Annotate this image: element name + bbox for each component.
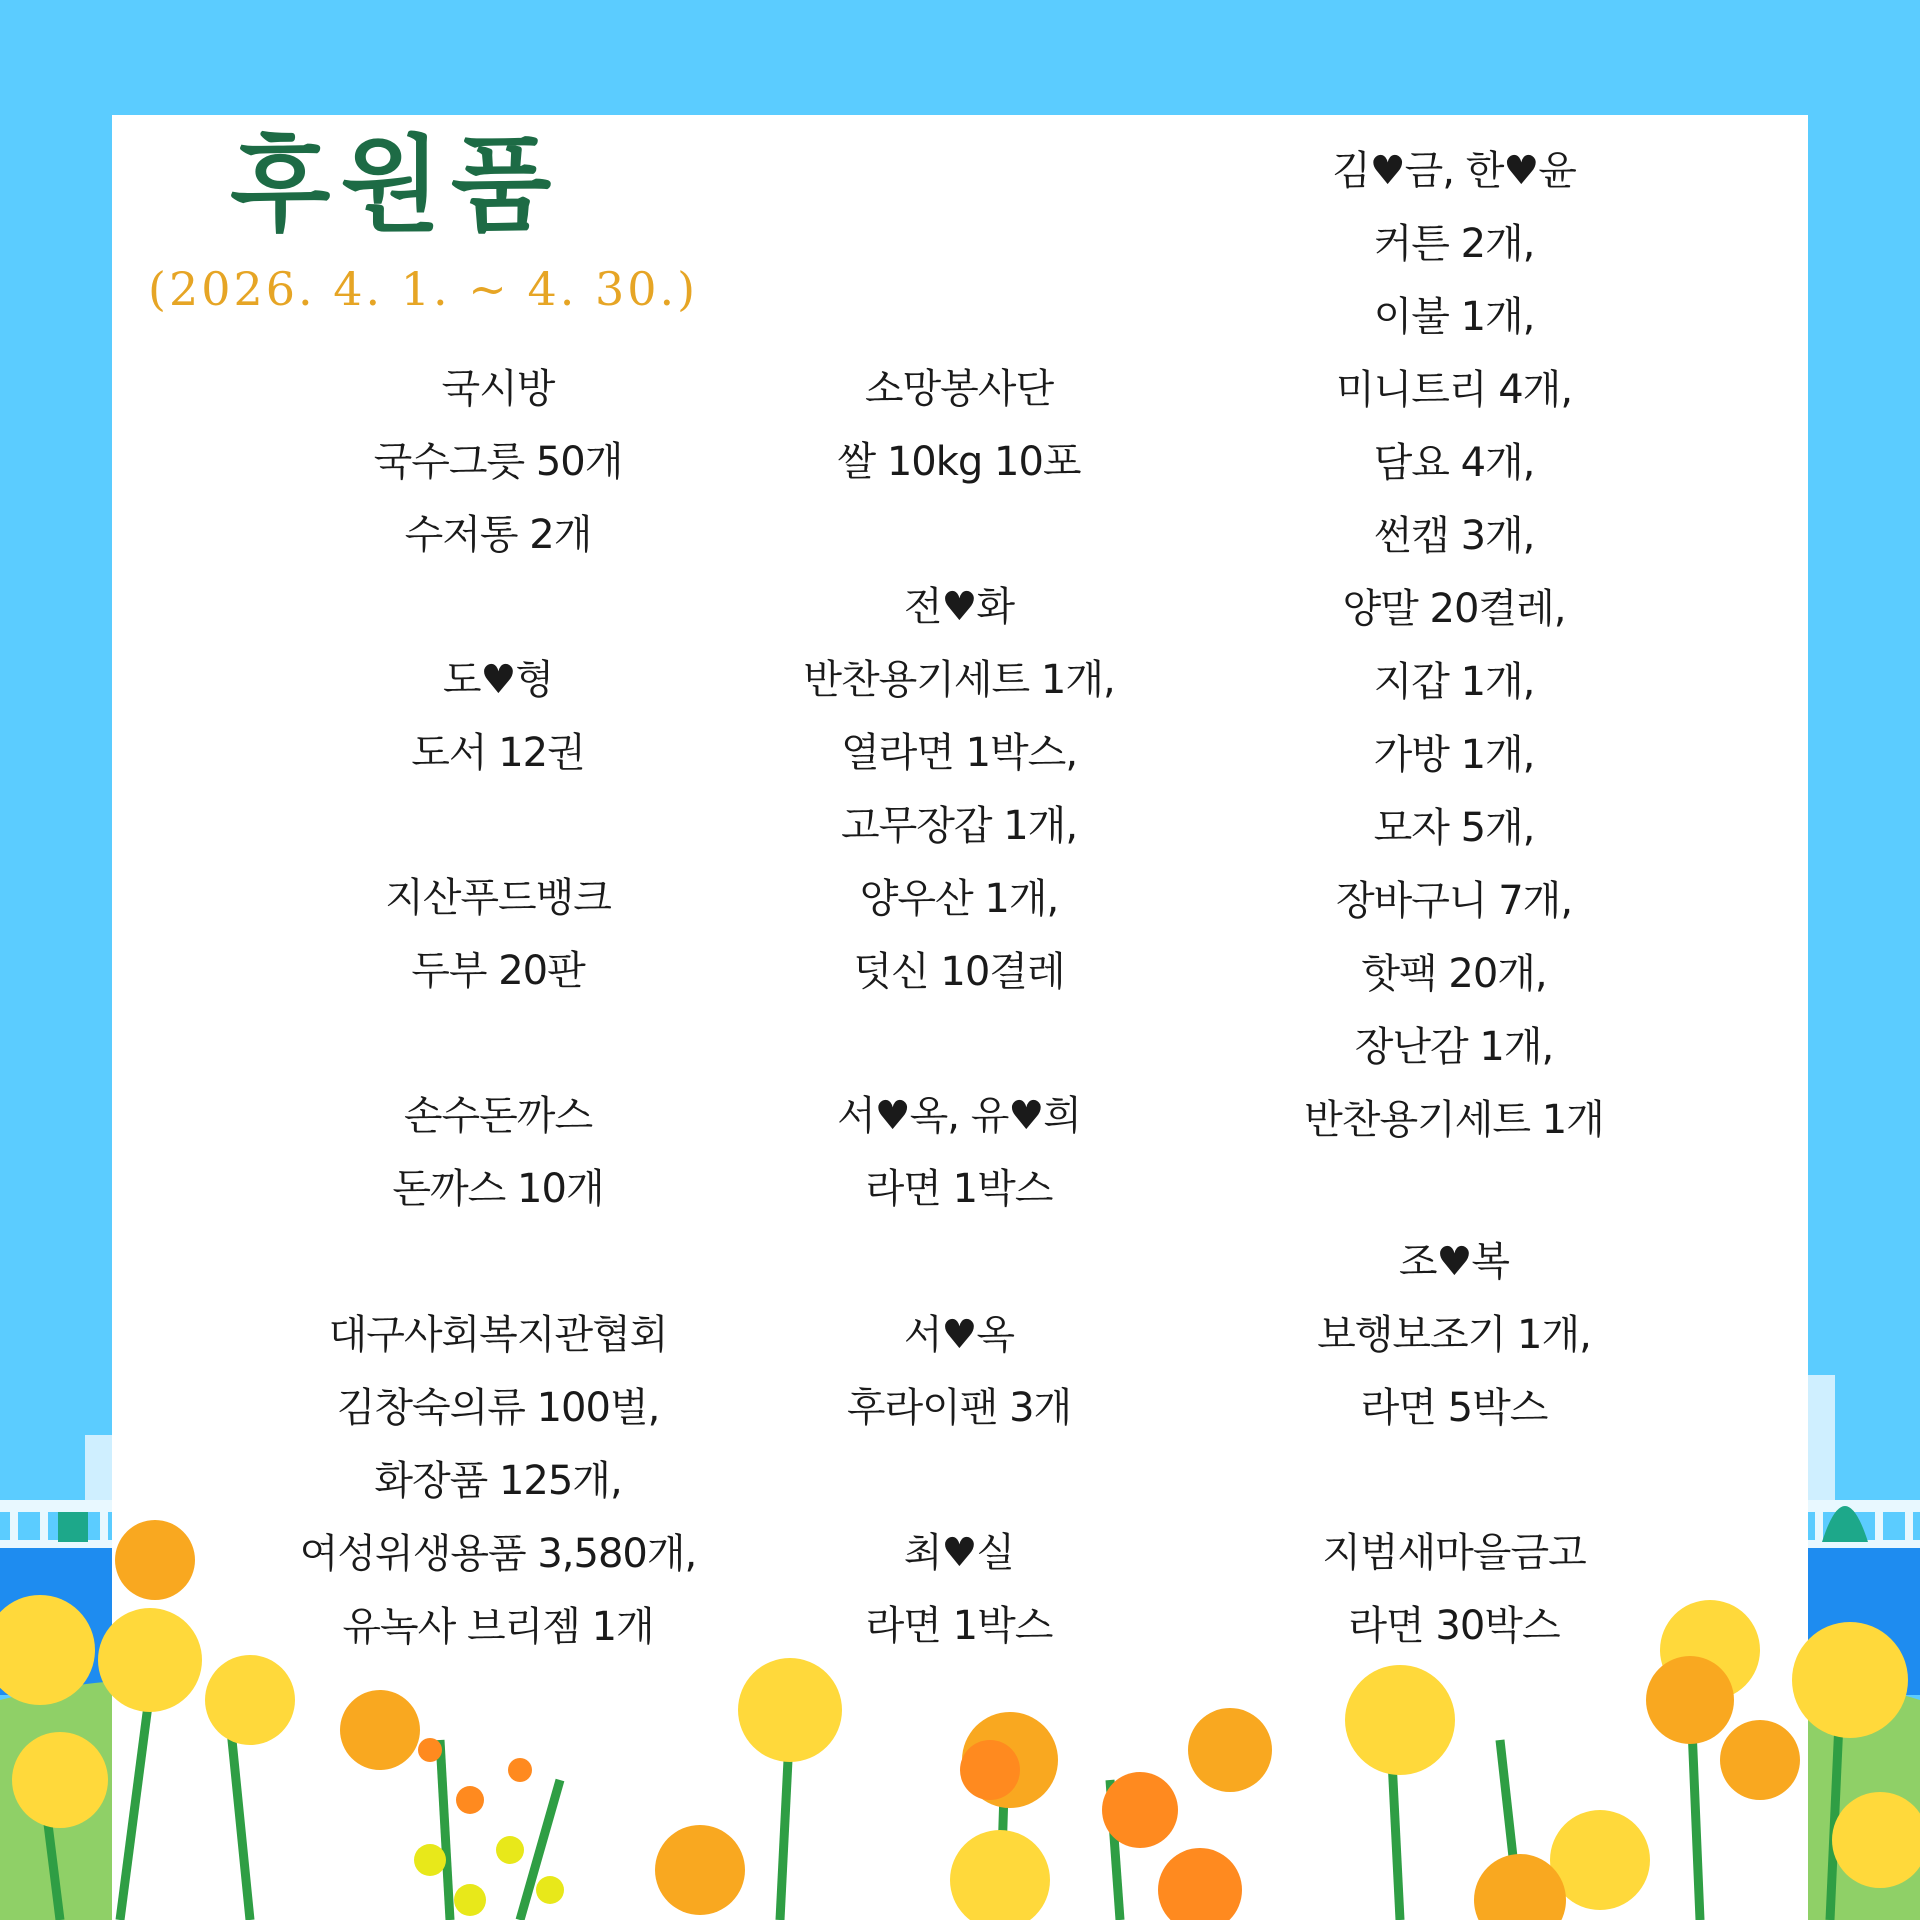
donation-entry — [679, 1299, 1239, 1445]
donor-name: 서♥옥, 유♥희 — [837, 1093, 1081, 1139]
donor-name: 조♥복 — [1398, 1239, 1510, 1285]
page-title: 후원품 — [230, 124, 562, 246]
donation-period: (2026. 4. 1. ~ 4. 30.) — [148, 262, 699, 316]
donor-name: 지산푸드뱅크 — [385, 875, 611, 921]
donation-entry — [1174, 135, 1734, 1157]
donor-name: 대구사회복지관협회 — [328, 1312, 668, 1358]
donor-name: 최♥실 — [903, 1530, 1015, 1576]
donation-item: 라면 5박스 — [1360, 1385, 1548, 1431]
donation-item: 이불 1개, — [1373, 294, 1535, 340]
donation-entry — [1174, 1517, 1734, 1663]
donation-entry — [1174, 1226, 1734, 1445]
donation-item: 국수그릇 50개 — [373, 439, 623, 485]
donation-item: 장난감 1개, — [1354, 1024, 1554, 1070]
donation-item: 반찬용기세트 1개 — [1304, 1097, 1604, 1143]
donation-item: 여성위생용품 3,580개, — [299, 1531, 697, 1577]
donation-item: 라면 1박스 — [865, 1603, 1053, 1649]
donor-name: 도♥형 — [442, 657, 554, 703]
donor-name: 소망봉사단 — [864, 366, 1054, 412]
donation-item: 고무장갑 1개, — [840, 803, 1078, 849]
donation-item: 핫팩 20개, — [1361, 951, 1547, 997]
donation-item: 라면 1박스 — [865, 1166, 1053, 1212]
donation-item: 쌀 10kg 10포 — [837, 439, 1081, 485]
donation-item: 가방 1개, — [1373, 732, 1535, 778]
donation-item: 미니트리 4개, — [1335, 367, 1573, 413]
donation-item: 유녹사 브리젬 1개 — [342, 1604, 654, 1650]
donation-item: 반찬용기세트 1개, — [803, 657, 1115, 703]
donor-name: 김♥금, 한♥윤 — [1332, 148, 1576, 194]
donation-item: 지갑 1개, — [1373, 659, 1535, 705]
donation-item: 도서 12권 — [411, 730, 585, 776]
donation-item: 썬캡 3개, — [1373, 513, 1535, 559]
donation-item: 양말 20켤레, — [1342, 586, 1566, 632]
donation-item: 김창숙의류 100벌, — [336, 1385, 660, 1431]
donation-item: 돈까스 10개 — [392, 1166, 604, 1212]
donation-item: 보행보조기 1개, — [1317, 1312, 1591, 1358]
donation-item: 양우산 1개, — [859, 876, 1059, 922]
donation-item: 후라이팬 3개 — [846, 1385, 1072, 1431]
donation-item: 장바구니 7개, — [1335, 878, 1573, 924]
donation-item: 두부 20판 — [411, 948, 585, 994]
donation-item: 수저통 2개 — [404, 512, 592, 558]
donation-item: 담요 4개, — [1373, 440, 1535, 486]
donation-entry — [679, 353, 1239, 499]
donation-item: 모자 5개, — [1373, 805, 1535, 851]
donor-name: 손수돈까스 — [403, 1093, 593, 1139]
donor-name: 지범새마을금고 — [1322, 1530, 1586, 1576]
donation-entry — [679, 571, 1239, 1009]
donation-item: 덧신 10결레 — [853, 949, 1065, 995]
donor-name: 국시방 — [441, 366, 555, 412]
donor-name: 전♥화 — [903, 584, 1015, 630]
donation-entry — [679, 1517, 1239, 1663]
donation-item: 화장품 125개, — [374, 1458, 622, 1504]
donation-item: 커튼 2개, — [1373, 221, 1535, 267]
donation-item: 라면 30박스 — [1348, 1603, 1560, 1649]
donor-name: 서♥옥 — [903, 1312, 1015, 1358]
donation-item: 열라면 1박스, — [840, 730, 1078, 776]
donation-entry — [679, 1080, 1239, 1226]
